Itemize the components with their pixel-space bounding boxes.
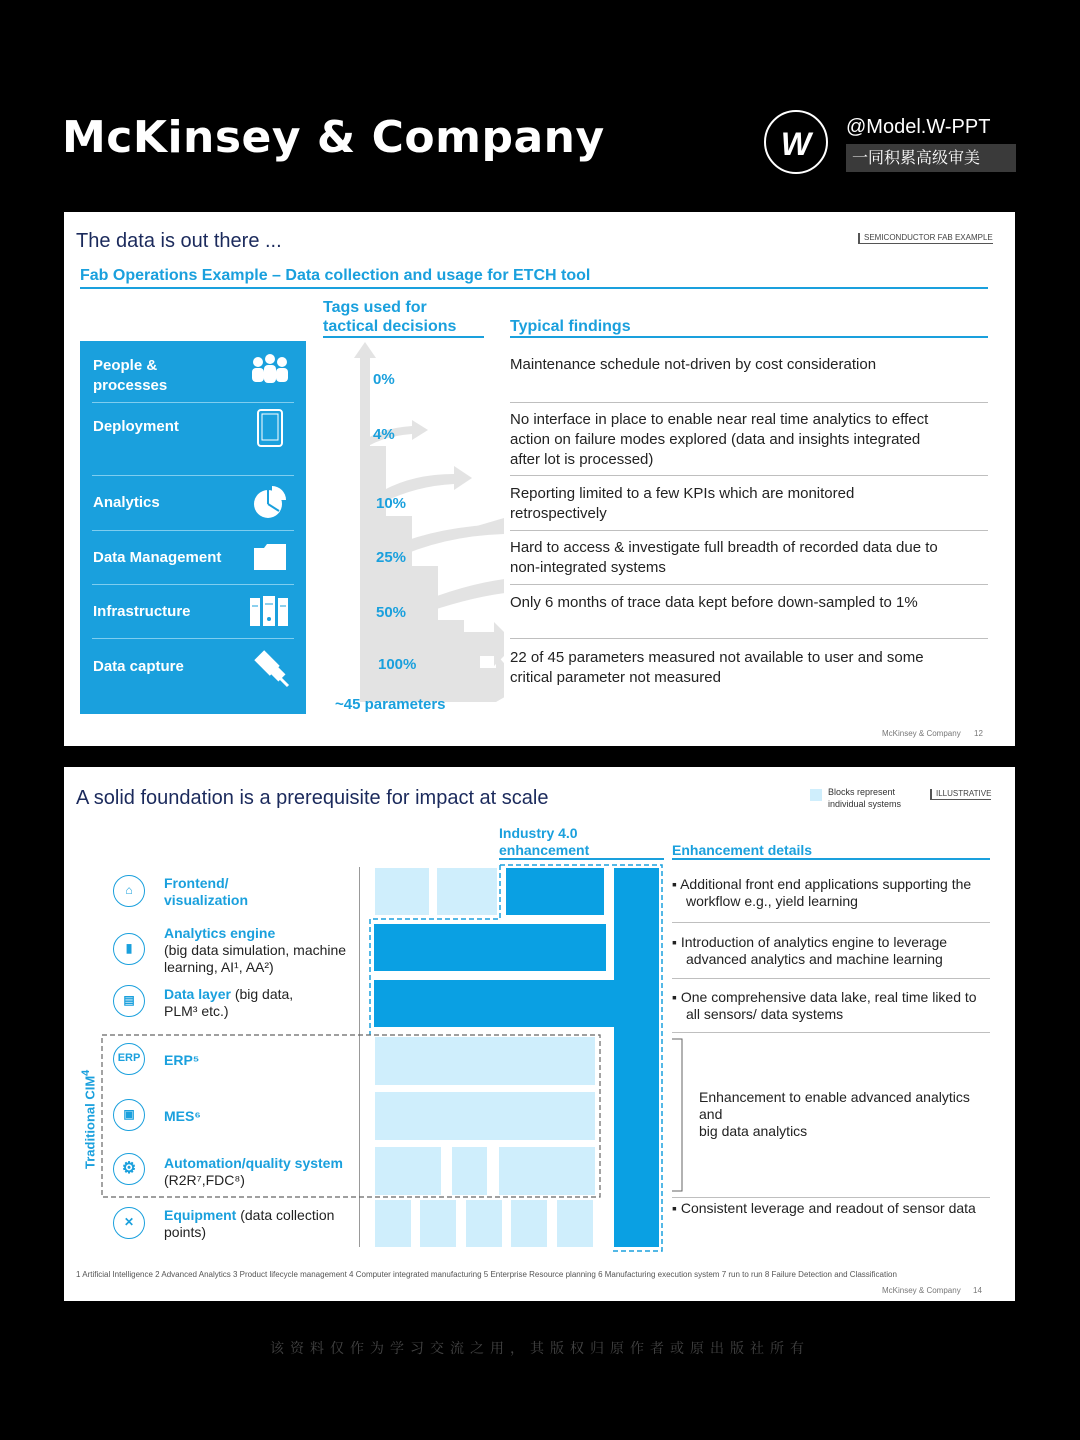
traditional-cim-label: Traditional CIM$^4$: [80, 1069, 98, 1169]
percent-50: 50%: [376, 604, 407, 621]
row-analytics-engine: Analytics engine (big data simulation, machine learning, AI¹, AA²): [164, 925, 347, 975]
slide-solid-foundation: [64, 767, 1015, 1301]
brand-logo: W: [764, 110, 828, 174]
slide1-tag: SEMICONDUCTOR FAB EXAMPLE: [858, 233, 993, 244]
people-icon: [250, 353, 290, 387]
slide-data-is-out-there: [64, 212, 1015, 746]
tags-header: Tags used for tactical decisions: [323, 299, 457, 335]
percent-10: 10%: [376, 495, 407, 512]
copyright-watermark: 该资料仅作为学习交流之用，其版权归原作者或原出版社所有: [270, 1341, 810, 1357]
monitor-icon: ⌂: [113, 875, 145, 907]
findings-header: Typical findings: [510, 318, 631, 335]
slide2-footnotes: 1 Artificial Intelligence 2 Advanced Analytics 3 Product lifecycle management 4 Computer integrated manufacturing 5 Enterprise Resource planning 6 Manufacturing execution system 7 run to run 8 Failure Detection and Classification: [76, 1270, 897, 1279]
pie-chart-icon: [252, 484, 288, 520]
row-mes: MES⁶: [164, 1108, 201, 1124]
author-handle: @Model.W-PPT: [846, 116, 991, 138]
database-icon: ▤: [113, 985, 145, 1017]
industry-header: Industry 4.0 enhancement: [499, 825, 590, 858]
layer-label-infrastructure: Infrastructure: [93, 603, 191, 620]
layer-label-people: People & processes: [93, 357, 168, 394]
layer-label-deployment: Deployment: [93, 418, 179, 435]
legend-text: Blocks represent individual systems: [828, 787, 902, 809]
tools-icon: ✕: [113, 1207, 145, 1239]
parameters-note: ~45 parameters: [335, 696, 446, 713]
detail-bracket: Enhancement to enable advanced analytics and big data analytics: [699, 1089, 970, 1139]
detail-equipment: ▪ Consistent leverage and readout of sensor data: [672, 1200, 976, 1216]
analytics-icon: ▮: [113, 933, 145, 965]
usb-icon: [250, 648, 290, 688]
page-title: McKinsey & Company: [62, 112, 605, 163]
row-erp: ERP⁵: [164, 1052, 200, 1068]
slide1-subtitle: Fab Operations Example – Data collection and usage for ETCH tool: [80, 267, 591, 284]
folder-icon: [252, 542, 288, 572]
server-icon: [248, 594, 292, 628]
slide2-footer: McKinsey & Company: [882, 1286, 961, 1295]
detail-frontend: ▪ Additional front end applications supporting the workflow e.g., yield learning: [672, 876, 972, 909]
percent-100: 100%: [378, 656, 417, 673]
mes-icon: ▣: [113, 1099, 145, 1131]
slide2-title: A solid foundation is a prerequisite for impact at scale: [76, 787, 549, 809]
erp-icon: ERP: [113, 1043, 145, 1075]
details-header: Enhancement details: [672, 842, 813, 858]
percent-25: 25%: [376, 549, 407, 566]
row-data-layer: Data layer (big data, PLM³ etc.): [164, 986, 294, 1019]
layer-label-data-capture: Data capture: [93, 658, 184, 675]
dashed-outlines: [64, 767, 1015, 1301]
slide2-tag: ILLUSTRATIVE: [930, 789, 991, 800]
tablet-icon: [256, 408, 284, 448]
row-equipment: Equipment (data collection points): [164, 1207, 335, 1240]
slide2-page: 14: [973, 1286, 982, 1295]
tags-funnel-graphic: [354, 342, 504, 702]
finding-people: Maintenance schedule not-driven by cost consideration: [510, 356, 877, 373]
percent-0: 0%: [373, 371, 395, 388]
detail-analytics: ▪ Introduction of analytics engine to leverage advanced analytics and machine learning: [672, 934, 948, 967]
slide1-title: The data is out there ...: [76, 230, 282, 252]
percent-4: 4%: [373, 426, 395, 443]
finding-data-management: Hard to access & investigate full breadth of recorded data due to non-integrated systems: [510, 539, 938, 576]
gears-icon: ⚙: [113, 1153, 145, 1185]
layer-label-data-management: Data Management: [93, 549, 222, 566]
row-frontend: Frontend/ visualization: [164, 875, 249, 908]
detail-data-layer: ▪ One comprehensive data lake, real time liked to all sensors/ data systems: [672, 989, 977, 1022]
finding-data-capture: 22 of 45 parameters measured not available to user and some critical parameter not measured: [510, 649, 924, 686]
slide1-page: 12: [974, 729, 983, 738]
author-tagline: 一同积累高级审美: [846, 144, 1016, 172]
layer-label-analytics: Analytics: [93, 494, 160, 511]
finding-deployment: No interface in place to enable near real time analytics to effect action on failure modes explored (data and insights integrated after lot is processed): [510, 411, 929, 468]
finding-infrastructure: Only 6 months of trace data kept before down-sampled to 1%: [510, 594, 918, 611]
row-automation: Automation/quality system (R2R⁷,FDC⁸): [164, 1155, 343, 1188]
finding-analytics: Reporting limited to a few KPIs which are monitored retrospectively: [510, 485, 855, 522]
slide1-footer: McKinsey & Company: [882, 729, 961, 738]
